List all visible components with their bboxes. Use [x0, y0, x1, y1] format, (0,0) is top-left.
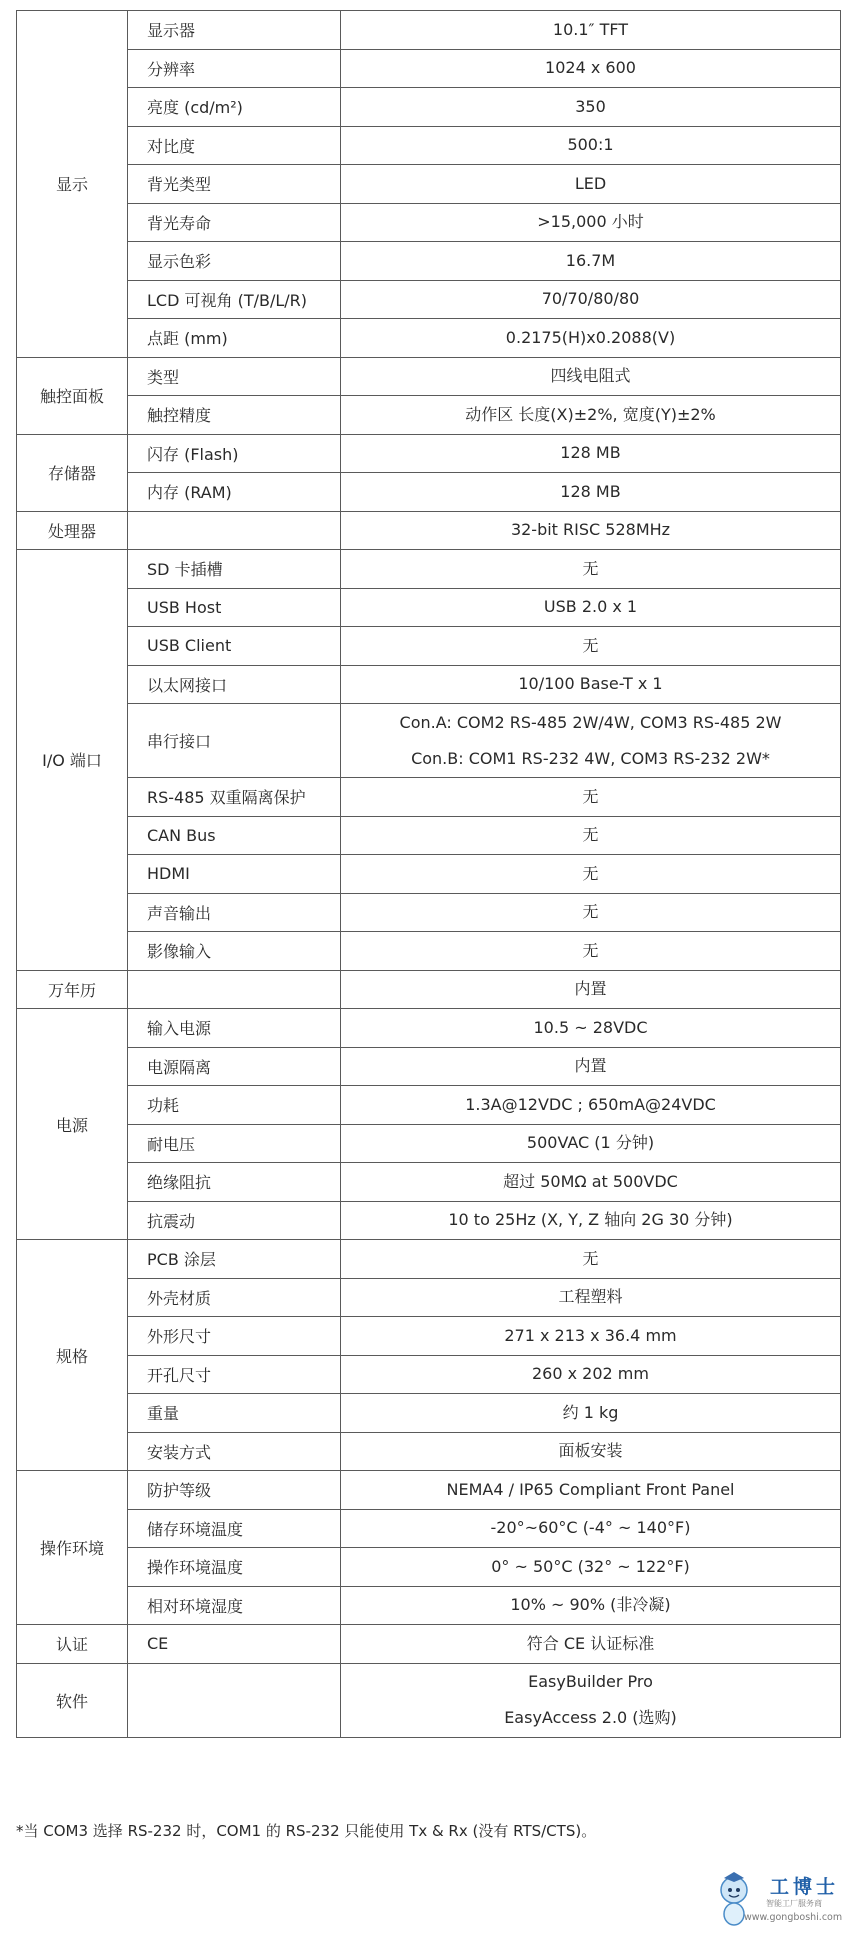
item-label: 分辨率: [128, 49, 341, 88]
table-row: [17, 88, 841, 127]
item-label: 相对环境湿度: [128, 1586, 341, 1625]
table-row: [17, 1663, 841, 1737]
value-line: 16.7M: [565, 250, 616, 270]
category-cell: 认证: [17, 1625, 128, 1664]
category-cell: 万年历: [17, 970, 128, 1009]
item-label: 触控精度: [128, 396, 341, 435]
table-row: [17, 665, 841, 704]
table-row: [17, 165, 841, 204]
item-value: [341, 1163, 841, 1202]
value-line: 无: [582, 558, 599, 578]
value-line: 约 1 kg: [562, 1402, 619, 1422]
item-label: 亮度 (cd/m²): [128, 88, 341, 127]
item-value: [341, 588, 841, 627]
item-label: 防护等级: [128, 1471, 341, 1510]
item-label: 输入电源: [128, 1009, 341, 1048]
item-label: 点距 (mm): [128, 319, 341, 358]
value-line: Con.A: COM2 RS-485 2W/4W, COM3 RS-485 2W: [399, 712, 782, 732]
item-label: 类型: [128, 357, 341, 396]
footnote: *当 COM3 选择 RS-232 时，COM1 的 RS-232 只能使用 Tx & Rx (没有 RTS/CTS)。: [16, 1822, 597, 1840]
item-value: [341, 434, 841, 473]
item-label: CAN Bus: [128, 816, 341, 855]
item-label: 声音输出: [128, 893, 341, 932]
table-row: [17, 319, 841, 358]
logo-url: www.gongboshi.com: [744, 1912, 843, 1923]
table-row: [17, 816, 841, 855]
item-value: [341, 855, 841, 894]
table-row: [17, 1432, 841, 1471]
item-value: [341, 816, 841, 855]
category-cell: 触控面板: [17, 357, 128, 434]
item-label: USB Client: [128, 627, 341, 666]
item-value: [341, 1086, 841, 1125]
table-row: [17, 704, 841, 778]
value-line: 无: [582, 786, 599, 806]
value-line: >15,000 小时: [537, 212, 644, 232]
item-value: [341, 203, 841, 242]
item-label: RS-485 双重隔离保护: [128, 778, 341, 817]
value-line: 无: [582, 1248, 599, 1268]
table-row: [17, 1278, 841, 1317]
table-row: [17, 1625, 841, 1664]
item-label: [128, 511, 341, 550]
category-cell: 规格: [17, 1240, 128, 1471]
item-label: 电源隔离: [128, 1047, 341, 1086]
value-line: -20°~60°C (-4° ~ 140°F): [490, 1518, 691, 1538]
item-value: [341, 1278, 841, 1317]
item-value: [341, 396, 841, 435]
value-line: 70/70/80/80: [541, 289, 640, 309]
table-row: [17, 1201, 841, 1240]
item-value: [341, 1432, 841, 1471]
category-cell: 存储器: [17, 434, 128, 511]
item-value: [341, 1663, 841, 1737]
item-value: [341, 1124, 841, 1163]
value-line: 10% ~ 90% (非冷凝): [510, 1595, 671, 1615]
item-label: 对比度: [128, 126, 341, 165]
item-label: 以太网接口: [128, 665, 341, 704]
table-row: [17, 1548, 841, 1587]
table-row: [17, 893, 841, 932]
item-label: 绝缘阻抗: [128, 1163, 341, 1202]
value-line: 500VAC (1 分钟): [526, 1133, 655, 1153]
item-value: [341, 932, 841, 971]
value-line: 无: [582, 635, 599, 655]
value-line: EasyAccess 2.0 (选购): [504, 1708, 677, 1727]
item-value: [341, 627, 841, 666]
item-label: 显示器: [128, 11, 341, 50]
table-row: [17, 1394, 841, 1433]
table-row: [17, 357, 841, 396]
item-label: 背光类型: [128, 165, 341, 204]
item-value: [341, 1586, 841, 1625]
item-label: 功耗: [128, 1086, 341, 1125]
item-value: [341, 1240, 841, 1279]
value-line: 1.3A@12VDC ; 650mA@24VDC: [465, 1094, 716, 1114]
table-row: [17, 932, 841, 971]
table-row: [17, 627, 841, 666]
item-value: [341, 1548, 841, 1587]
value-line: 内置: [574, 979, 607, 999]
logo-name: 工博士: [770, 1876, 840, 1898]
item-label: 耐电压: [128, 1124, 341, 1163]
table-row: [17, 1586, 841, 1625]
item-value: [341, 893, 841, 932]
spec-table: [16, 10, 841, 1738]
table-row: [17, 855, 841, 894]
table-row: [17, 126, 841, 165]
item-label: HDMI: [128, 855, 341, 894]
item-value: [341, 1394, 841, 1433]
table-row: [17, 511, 841, 550]
category-cell: 操作环境: [17, 1471, 128, 1625]
item-value: [341, 1317, 841, 1356]
table-row: [17, 11, 841, 50]
value-line: 350: [575, 96, 606, 116]
item-label: 外壳材质: [128, 1278, 341, 1317]
item-value: [341, 511, 841, 550]
value-line: 128 MB: [560, 481, 621, 501]
value-line: 1024 x 600: [545, 58, 636, 78]
value-line: 0.2175(H)x0.2088(V): [505, 327, 676, 347]
item-label: [128, 1663, 341, 1737]
table-row: [17, 1163, 841, 1202]
item-label: 操作环境温度: [128, 1548, 341, 1587]
table-row: [17, 1509, 841, 1548]
item-label: 影像输入: [128, 932, 341, 971]
value-line: 符合 CE 认证标准: [526, 1633, 655, 1653]
item-label: 开孔尺寸: [128, 1355, 341, 1394]
category-cell: 处理器: [17, 511, 128, 550]
item-value: [341, 319, 841, 358]
value-line: 超过 50MΩ at 500VDC: [503, 1171, 678, 1191]
table-row: [17, 473, 841, 512]
table-row: [17, 434, 841, 473]
value-line: NEMA4 / IP65 Compliant Front Panel: [446, 1479, 735, 1499]
item-label: 串行接口: [128, 704, 341, 778]
item-label: [128, 970, 341, 1009]
value-line: 271 x 213 x 36.4 mm: [504, 1325, 677, 1345]
item-value: [341, 1471, 841, 1510]
item-label: 背光寿命: [128, 203, 341, 242]
table-row: [17, 1086, 841, 1125]
value-line: 0° ~ 50°C (32° ~ 122°F): [491, 1556, 690, 1576]
value-line: 500:1: [567, 135, 614, 155]
item-value: [341, 88, 841, 127]
value-line: EasyBuilder Pro: [528, 1672, 653, 1691]
value-line: 10.1″ TFT: [552, 19, 629, 39]
item-value: [341, 165, 841, 204]
table-row: [17, 203, 841, 242]
item-label: PCB 涂层: [128, 1240, 341, 1279]
item-value: [341, 49, 841, 88]
table-row: [17, 1355, 841, 1394]
value-line: 无: [582, 863, 599, 883]
item-value: [341, 970, 841, 1009]
value-line: 无: [582, 940, 599, 960]
value-line: 动作区 长度(X)±2%, 宽度(Y)±2%: [465, 404, 716, 424]
value-line: 10.5 ~ 28VDC: [533, 1017, 648, 1037]
value-line: 260 x 202 mm: [532, 1364, 649, 1384]
item-value: [341, 1201, 841, 1240]
item-label: 抗震动: [128, 1201, 341, 1240]
item-label: 内存 (RAM): [128, 473, 341, 512]
item-value: [341, 665, 841, 704]
table-row: [17, 1009, 841, 1048]
table-row: [17, 242, 841, 281]
item-label: 闪存 (Flash): [128, 434, 341, 473]
table-row: [17, 1047, 841, 1086]
table-row: [17, 1317, 841, 1356]
value-line: Con.B: COM1 RS-232 4W, COM3 RS-232 2W*: [411, 748, 770, 768]
item-value: [341, 357, 841, 396]
value-line: 32-bit RISC 528MHz: [510, 520, 671, 540]
table-row: [17, 588, 841, 627]
value-line: 128 MB: [560, 443, 621, 463]
table-row: [17, 49, 841, 88]
item-label: 外形尺寸: [128, 1317, 341, 1356]
item-label: 安装方式: [128, 1432, 341, 1471]
item-value: [341, 473, 841, 512]
value-line: 无: [582, 825, 599, 845]
item-value: [341, 280, 841, 319]
item-label: USB Host: [128, 588, 341, 627]
item-value: [341, 126, 841, 165]
table-row: [17, 550, 841, 589]
value-line: LED: [574, 173, 607, 193]
value-line: 工程塑料: [558, 1287, 623, 1307]
item-value: [341, 1047, 841, 1086]
item-value: [341, 704, 841, 778]
category-cell: 显示: [17, 11, 128, 358]
value-line: 内置: [574, 1056, 607, 1076]
value-line: 四线电阻式: [550, 366, 631, 386]
value-line: 面板安装: [558, 1441, 623, 1461]
item-label: SD 卡插槽: [128, 550, 341, 589]
item-value: [341, 1009, 841, 1048]
table-row: [17, 1471, 841, 1510]
value-line: 10/100 Base-T x 1: [518, 674, 663, 694]
table-row: [17, 778, 841, 817]
item-value: [341, 778, 841, 817]
table-row: [17, 1124, 841, 1163]
category-cell: I/O 端口: [17, 550, 128, 971]
category-cell: 软件: [17, 1663, 128, 1737]
value-line: USB 2.0 x 1: [543, 597, 638, 617]
item-label: CE: [128, 1625, 341, 1664]
item-value: [341, 1509, 841, 1548]
item-value: [341, 1625, 841, 1664]
value-line: 10 to 25Hz (X, Y, Z 轴向 2G 30 分钟): [448, 1210, 733, 1230]
item-value: [341, 242, 841, 281]
table-row: [17, 280, 841, 319]
table-row: [17, 1240, 841, 1279]
item-label: 显示色彩: [128, 242, 341, 281]
item-value: [341, 550, 841, 589]
table-row: [17, 396, 841, 435]
item-label: 重量: [128, 1394, 341, 1433]
value-line: 无: [582, 902, 599, 922]
logo-tagline: 智能工厂服务商: [766, 1899, 822, 1908]
item-label: LCD 可视角 (T/B/L/R): [128, 280, 341, 319]
item-value: [341, 11, 841, 50]
item-value: [341, 1355, 841, 1394]
category-cell: 电源: [17, 1009, 128, 1240]
table-row: [17, 970, 841, 1009]
item-label: 储存环境温度: [128, 1509, 341, 1548]
